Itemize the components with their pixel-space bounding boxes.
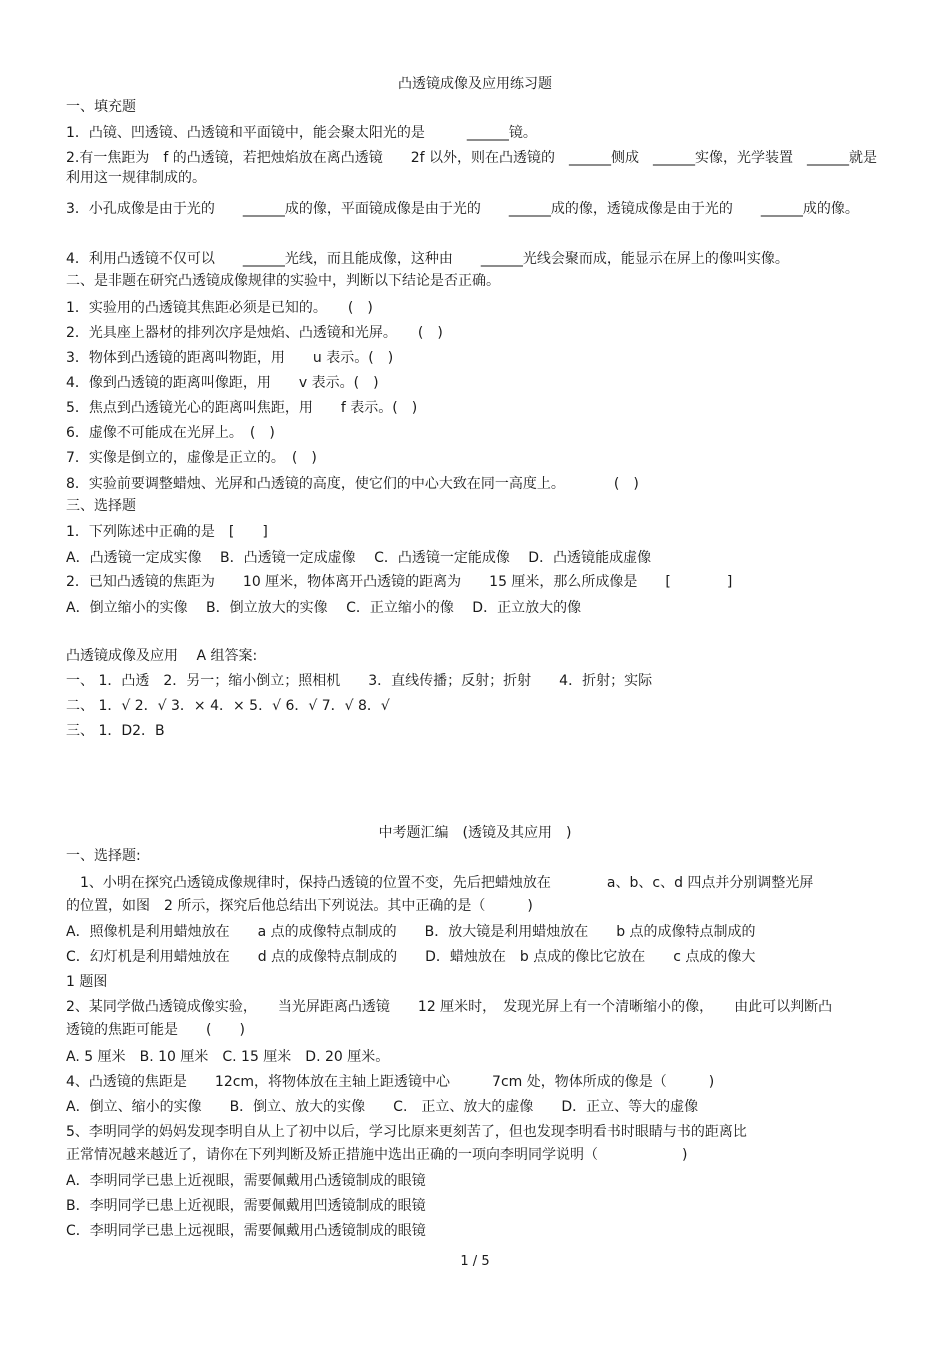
doc-title: 凸透镜成像及应用练习题	[398, 76, 552, 92]
choice-question-1: 1．下列陈述中正确的是 [ ]	[66, 524, 268, 540]
truefalse-item: 5．焦点到凸透镜光心的距离叫焦距，用 f 表示。( )	[66, 400, 418, 416]
answers-line-2: 二、 1．√ 2．√ 3．× 4．× 5．√ 6．√ 7．√ 8．√	[66, 698, 390, 714]
exam-question-4: 4、凸透镜的焦距是 12cm，将物体放在主轴上距透镜中心 7cm 处，物体所成的像是（ )	[66, 1074, 715, 1090]
exam-question-1-options-ab: A．照像机是利用蜡烛放在 a 点的成像特点制成的 B．放大镜是利用蜡烛放在 b 点的成像特点制成的	[66, 924, 756, 940]
exam-question-1-options-cd: C．幻灯机是利用蜡烛放在 d 点的成像特点制成的 D．蜡烛放在 b 点成的像比它放在 c 点成的像大	[66, 949, 756, 965]
exam-question-5-option-b: B．李明同学已患上近视眼，需要佩戴用凹透镜制成的眼镜	[66, 1198, 426, 1214]
exam-question-4-options: A．倒立、缩小的实像 B．倒立、放大的实像 C. 正立、放大的虚像 D．正立、等大的虚像	[66, 1099, 699, 1115]
exam-question-5-line-2: 正常情况越来越近了，请你在下列判断及矫正措施中选出正确的一项向李明同学说明（ )	[66, 1147, 688, 1163]
figure-caption: 1 题图	[66, 974, 108, 990]
exam-question-5-line-1: 5、李明同学的妈妈发现李明自从上了初中以后，学习比原来更刻苦了，但也发现李明看书时眼睛与书的距离比	[66, 1124, 747, 1140]
answers-title: 凸透镜成像及应用 A 组答案:	[66, 648, 258, 664]
section-truefalse-title: 二、是非题在研究凸透镜成像规律的实验中，判断以下结论是否正确。	[66, 273, 500, 289]
exam-question-5-option-c: C．李明同学已患上远视眼，需要佩戴用凸透镜制成的眼镜	[66, 1223, 426, 1239]
fill-question-4: 4．利用凸透镜不仅可以 ______光线，而且能成像，这种由 ______光线会聚而成，能显示在屏上的像叫实像。	[66, 251, 789, 267]
exam-question-2-line-1: 2、某同学做凸透镜成像实验， 当光屏距离凸透镜 12 厘米时， 发现光屏上有一个清晰缩小的像， 由此可以判断凸	[66, 999, 833, 1015]
exam-question-5-option-a: A．李明同学已患上近视眼，需要佩戴用凸透镜制成的眼镜	[66, 1173, 426, 1189]
fill-question-2: 2.有一焦距为 f 的凸透镜，若把烛焰放在离凸透镜 2f 以外，则在凸透镜的 ______侧成 ______实像，光学装置 ______就是利用这一规律制成的。	[66, 150, 878, 186]
choice-question-2: 2．已知凸透镜的焦距为 10 厘米，物体离开凸透镜的距离为 15 厘米，那么所成像是 [ ]	[66, 574, 733, 590]
truefalse-item: 8．实验前要调整蜡烛、光屏和凸透镜的高度，使它们的中心大致在同一高度上。 ( )	[66, 476, 639, 492]
truefalse-item: 1．实验用的凸透镜其焦距必须是已知的。 ( )	[66, 300, 373, 316]
fill-question-3: 3．小孔成像是由于光的 ______成的像，平面镜成像是由于光的 ______成的像，透镜成像是由于光的 ______成的像。	[66, 201, 859, 217]
truefalse-item: 7．实像是倒立的，虚像是正立的。 ( )	[66, 450, 317, 466]
fill-question-1: 1．凸镜、凹透镜、凸透镜和平面镜中，能会聚太阳光的是 ______镜。	[66, 125, 537, 141]
exam-question-1-line-2: 的位置，如图 2 所示，探究后他总结出下列说法。其中正确的是（ )	[66, 898, 533, 914]
exam-question-2-options: A. 5 厘米 B. 10 厘米 C. 15 厘米 D. 20 厘米。	[66, 1049, 390, 1065]
section-choice2-title: 一、选择题:	[66, 848, 141, 864]
choice-question-2-options: A．倒立缩小的实像 B．倒立放大的实像 C．正立缩小的像 D．正立放大的像	[66, 600, 582, 616]
choice-question-1-options: A．凸透镜一定成实像 B．凸透镜一定成虚像 C．凸透镜一定能成像 D．凸透镜能成虚像	[66, 550, 652, 566]
section-fill-title: 一、填充题	[66, 99, 136, 115]
truefalse-item: 3．物体到凸透镜的距离叫物距，用 u 表示。( )	[66, 350, 394, 366]
exam-compilation-title: 中考题汇编 (透镜及其应用 )	[378, 825, 572, 841]
page-number: 1 / 5	[460, 1254, 490, 1269]
answers-line-3: 三、 1．D2．B	[66, 723, 165, 739]
truefalse-item: 2．光具座上器材的排列次序是烛焰、凸透镜和光屏。 ( )	[66, 325, 443, 341]
truefalse-item: 4．像到凸透镜的距离叫像距，用 v 表示。( )	[66, 375, 379, 391]
section-choice-title: 三、选择题	[66, 498, 136, 514]
exam-question-1-line-1: 1、小明在探究凸透镜成像规律时，保持凸透镜的位置不变，先后把蜡烛放在 a、b、c、d 四点并分别调整光屏	[66, 875, 814, 891]
exam-question-2-line-2: 透镜的焦距可能是 ( )	[66, 1022, 245, 1038]
answers-line-1: 一、 1．凸透 2．另一；缩小倒立；照相机 3．直线传播；反射；折射 4．折射；实际	[66, 673, 653, 689]
truefalse-item: 6．虚像不可能成在光屏上。 ( )	[66, 425, 275, 441]
